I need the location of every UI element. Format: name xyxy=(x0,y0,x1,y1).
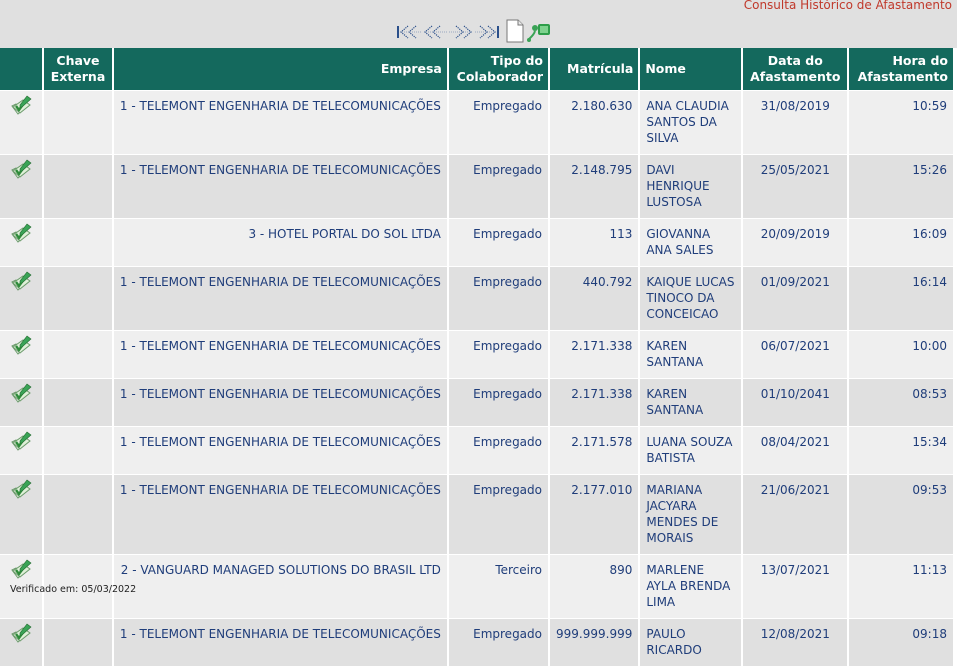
edit-icon[interactable] xyxy=(9,333,33,357)
edit-icon[interactable] xyxy=(9,157,33,181)
cell-nome: ANA CLAUDIA SANTOS DA SILVA xyxy=(640,91,741,154)
edit-cell[interactable] xyxy=(0,267,42,330)
cell-matricula: 2.171.338 xyxy=(550,331,638,378)
edit-cell[interactable] xyxy=(0,427,42,474)
document-icon[interactable] xyxy=(506,19,524,43)
cell-empresa: 1 - TELEMONT ENGENHARIA DE TELECOMUNICAÇÕES xyxy=(114,475,447,554)
cell-data-afastamento: 31/08/2019 xyxy=(743,91,847,154)
edit-icon[interactable] xyxy=(9,221,33,245)
cell-empresa: 2 - VANGUARD MANAGED SOLUTIONS DO BRASIL LTD xyxy=(114,555,447,618)
edit-icon[interactable] xyxy=(9,269,33,293)
cell-matricula: 2.171.578 xyxy=(550,427,638,474)
cell-tipo-colaborador: Empregado xyxy=(449,219,548,266)
cell-data-afastamento: 21/06/2021 xyxy=(743,475,847,554)
cell-hora-afastamento: 15:34 xyxy=(849,427,953,474)
cell-chave xyxy=(44,427,112,474)
export-excel-icon[interactable] xyxy=(526,21,552,43)
cell-data-afastamento: 20/09/2019 xyxy=(743,219,847,266)
cell-matricula: 113 xyxy=(550,219,638,266)
cell-hora-afastamento: 16:09 xyxy=(849,219,953,266)
cell-empresa: 1 - TELEMONT ENGENHARIA DE TELECOMUNICAÇÕES xyxy=(114,427,447,474)
header-tipo-colaborador[interactable]: Tipo do Colaborador xyxy=(449,48,548,90)
cell-data-afastamento: 08/04/2021 xyxy=(743,427,847,474)
cell-tipo-colaborador: Empregado xyxy=(449,267,548,330)
cell-empresa: 1 - TELEMONT ENGENHARIA DE TELECOMUNICAÇÕES xyxy=(114,379,447,426)
edit-cell[interactable] xyxy=(0,155,42,218)
edit-cell[interactable] xyxy=(0,219,42,266)
afastamento-table xyxy=(0,47,955,667)
cell-nome: KAREN SANTANA xyxy=(640,379,741,426)
cell-chave xyxy=(44,379,112,426)
cell-nome: PAULO RICARDO xyxy=(640,619,741,666)
edit-icon[interactable] xyxy=(9,621,33,645)
header-empresa[interactable]: Empresa xyxy=(114,48,447,90)
previous-page-icon[interactable] xyxy=(422,24,448,40)
cell-hora-afastamento: 09:18 xyxy=(849,619,953,666)
cell-empresa: 1 - TELEMONT ENGENHARIA DE TELECOMUNICAÇÕES xyxy=(114,267,447,330)
cell-matricula: 2.177.010 xyxy=(550,475,638,554)
cell-data-afastamento: 13/07/2021 xyxy=(743,555,847,618)
header-nome[interactable]: Nome xyxy=(640,48,741,90)
cell-chave xyxy=(44,331,112,378)
cell-empresa: 1 - TELEMONT ENGENHARIA DE TELECOMUNICAÇÕES xyxy=(114,331,447,378)
cell-chave xyxy=(44,267,112,330)
cell-nome: LUANA SOUZA BATISTA xyxy=(640,427,741,474)
cell-nome: MARLENE AYLA BRENDA LIMA xyxy=(640,555,741,618)
edit-icon[interactable] xyxy=(9,557,33,581)
cell-chave xyxy=(44,155,112,218)
pagination-toolbar xyxy=(396,20,552,43)
table-row[interactable] xyxy=(0,267,953,330)
cell-nome: KAIQUE LUCAS TINOCO DA CONCEICAO xyxy=(640,267,741,330)
cell-matricula: 2.148.795 xyxy=(550,155,638,218)
table-row[interactable] xyxy=(0,91,953,154)
cell-data-afastamento: 12/08/2021 xyxy=(743,619,847,666)
cell-data-afastamento: 01/10/2041 xyxy=(743,379,847,426)
cell-empresa: 3 - HOTEL PORTAL DO SOL LTDA xyxy=(114,219,447,266)
table-row[interactable] xyxy=(0,155,953,218)
table-row[interactable] xyxy=(0,379,953,426)
header-chave-externa[interactable]: Chave Externa xyxy=(44,48,112,90)
cell-nome: DAVI HENRIQUE LUSTOSA xyxy=(640,155,741,218)
cell-tipo-colaborador: Empregado xyxy=(449,331,548,378)
first-page-icon[interactable] xyxy=(396,24,422,40)
verification-footer: Verificado em: 05/03/2022 xyxy=(10,584,137,595)
cell-tipo-colaborador: Empregado xyxy=(449,619,548,666)
cell-matricula: 2.171.338 xyxy=(550,379,638,426)
cell-data-afastamento: 01/09/2021 xyxy=(743,267,847,330)
edit-icon[interactable] xyxy=(9,381,33,405)
cell-hora-afastamento: 10:00 xyxy=(849,331,953,378)
cell-hora-afastamento: 15:26 xyxy=(849,155,953,218)
cell-data-afastamento: 06/07/2021 xyxy=(743,331,847,378)
table-row[interactable] xyxy=(0,619,953,666)
cell-matricula: 2.180.630 xyxy=(550,91,638,154)
cell-matricula: 890 xyxy=(550,555,638,618)
cell-hora-afastamento: 09:53 xyxy=(849,475,953,554)
cell-nome: MARIANA JACYARA MENDES DE MORAIS xyxy=(640,475,741,554)
header-edit xyxy=(0,48,42,90)
cell-hora-afastamento: 16:14 xyxy=(849,267,953,330)
header-data-afastamento[interactable]: Data do Afastamento xyxy=(743,48,847,90)
cell-tipo-colaborador: Empregado xyxy=(449,91,548,154)
table-row[interactable] xyxy=(0,331,953,378)
cell-nome: GIOVANNA ANA SALES xyxy=(640,219,741,266)
cell-tipo-colaborador: Empregado xyxy=(449,155,548,218)
cell-empresa: 1 - TELEMONT ENGENHARIA DE TELECOMUNICAÇÕES xyxy=(114,155,447,218)
edit-cell[interactable] xyxy=(0,91,42,154)
cell-hora-afastamento: 08:53 xyxy=(849,379,953,426)
cell-empresa: 1 - TELEMONT ENGENHARIA DE TELECOMUNICAÇÕES xyxy=(114,91,447,154)
edit-cell[interactable] xyxy=(0,379,42,426)
cell-matricula: 999.999.999 xyxy=(550,619,638,666)
cell-matricula: 440.792 xyxy=(550,267,638,330)
edit-icon[interactable] xyxy=(9,93,33,117)
cell-chave xyxy=(44,91,112,154)
edit-cell[interactable] xyxy=(0,619,42,666)
edit-icon[interactable] xyxy=(9,429,33,453)
cell-tipo-colaborador: Empregado xyxy=(449,379,548,426)
cell-hora-afastamento: 11:13 xyxy=(849,555,953,618)
cell-nome: KAREN SANTANA xyxy=(640,331,741,378)
cell-chave xyxy=(44,619,112,666)
header-hora-afastamento[interactable]: Hora do Afastamento xyxy=(849,48,953,90)
page-title: Consulta Histórico de Afastamento xyxy=(743,0,952,12)
edit-cell[interactable] xyxy=(0,475,42,554)
table-row[interactable] xyxy=(0,475,953,554)
cell-chave xyxy=(44,475,112,554)
next-page-icon[interactable] xyxy=(448,24,474,40)
table-header-row xyxy=(0,48,953,90)
cell-tipo-colaborador: Empregado xyxy=(449,427,548,474)
cell-tipo-colaborador: Terceiro xyxy=(449,555,548,618)
header-matricula[interactable]: Matrícula xyxy=(550,48,638,90)
cell-data-afastamento: 25/05/2021 xyxy=(743,155,847,218)
edit-icon[interactable] xyxy=(9,477,33,501)
cell-hora-afastamento: 10:59 xyxy=(849,91,953,154)
top-toolbar-area xyxy=(0,0,957,48)
cell-tipo-colaborador: Empregado xyxy=(449,475,548,554)
table-row[interactable] xyxy=(0,555,953,618)
edit-cell[interactable] xyxy=(0,331,42,378)
last-page-icon[interactable] xyxy=(474,24,500,40)
table-row[interactable] xyxy=(0,427,953,474)
table-row[interactable] xyxy=(0,219,953,266)
cell-chave xyxy=(44,219,112,266)
cell-empresa: 1 - TELEMONT ENGENHARIA DE TELECOMUNICAÇÕES xyxy=(114,619,447,666)
